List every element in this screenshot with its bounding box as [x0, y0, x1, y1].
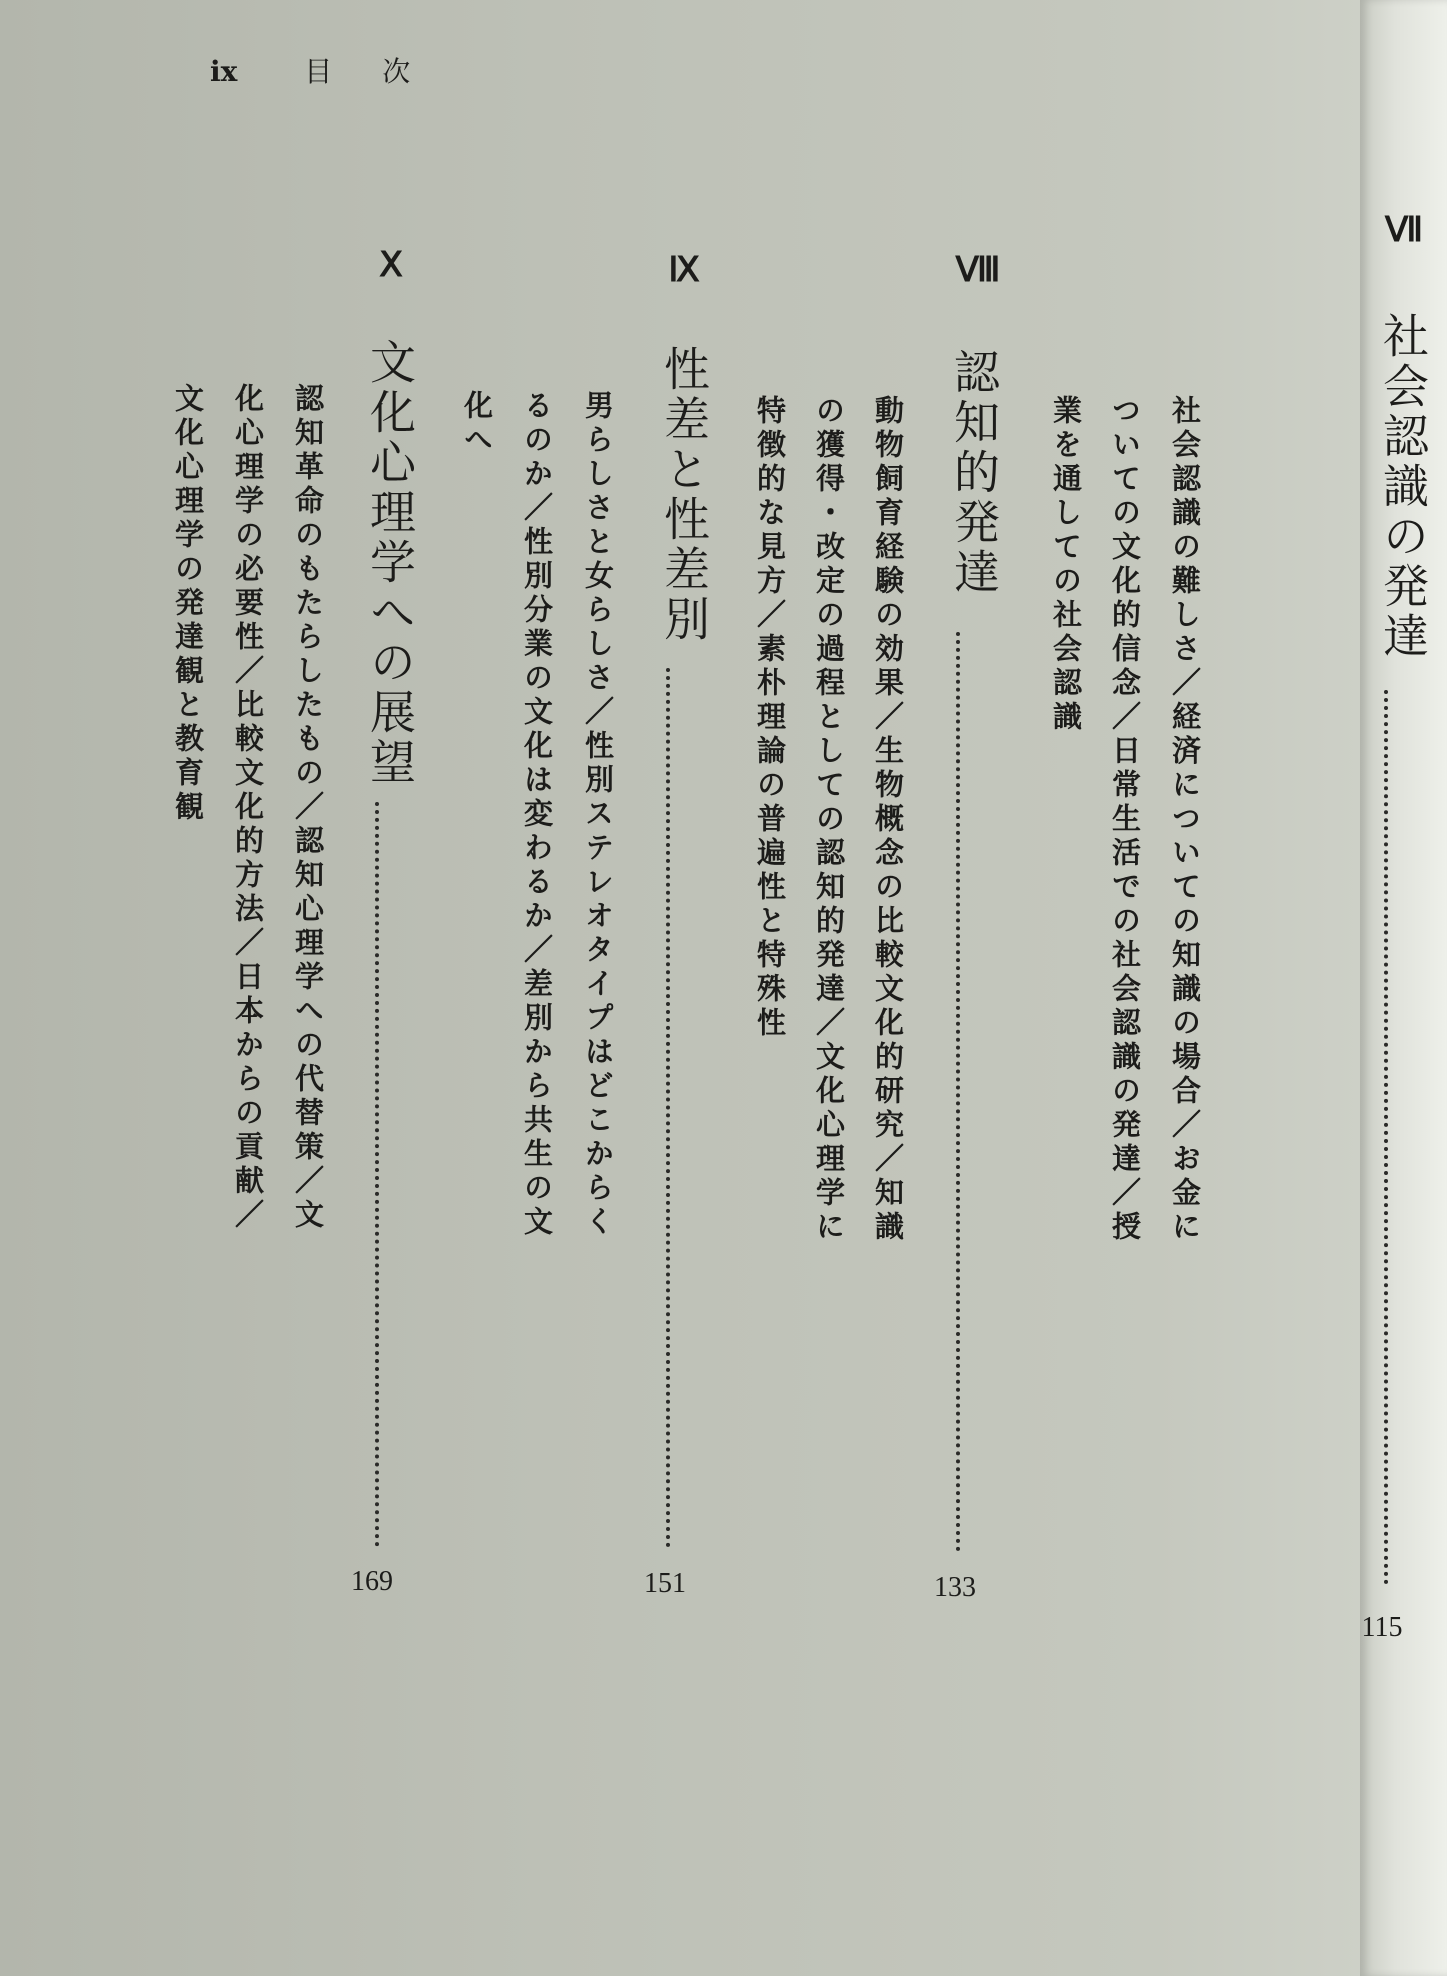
- chapter-7-section-line-2: ついての文化的信念／日常生活での社会認識の発達／授: [1108, 395, 1142, 1245]
- chapter-8-section-line-2: の獲得・改定の過程としての認知的発達／文化心理学に: [812, 395, 846, 1245]
- chapter-10-numeral: Ⅹ: [379, 247, 403, 284]
- running-header: [210, 50, 460, 90]
- chapter-9-leader-dots: [666, 668, 670, 1548]
- chapter-8-leader-dots: [956, 632, 960, 1552]
- chapter-9-page: 151: [644, 1568, 686, 1599]
- header-title: 目次: [304, 55, 461, 88]
- folio: ix: [210, 55, 238, 88]
- chapter-10-section-line-3: 文化心理学の発達観と教育観: [171, 383, 205, 825]
- chapter-7-numeral: Ⅶ: [1384, 212, 1424, 249]
- chapter-8-section-line-1: 動物飼育経験の効果／生物概念の比較文化的研究／知識: [871, 395, 905, 1245]
- chapter-10-leader-dots: [375, 802, 379, 1547]
- chapter-10-section-line-2: 化心理学の必要性／比較文化的方法／日本からの貢献／: [231, 383, 265, 1233]
- chapter-8-section-line-3: 特徴的な見方／素朴理論の普遍性と特殊性: [753, 395, 787, 1041]
- chapter-10-title: 文化心理学への展望: [363, 338, 417, 788]
- chapter-7-section-line-1: 社会認識の難しさ／経済についての知識の場合／お金に: [1168, 395, 1202, 1245]
- chapter-10-page: 169: [351, 1566, 393, 1597]
- adjacent-page-edge: [1360, 0, 1447, 1976]
- chapter-9-section-line-1: 男らしさと女らしさ／性別ステレオタイプはどこからく: [581, 390, 615, 1240]
- chapter-10-section-line-1: 認知革命のもたらしたもの／認知心理学への代替策／文: [291, 383, 325, 1233]
- chapter-7-title: 社会認識の発達: [1376, 312, 1430, 662]
- chapter-7-leader-dots: [1384, 690, 1388, 1585]
- chapter-9-section-line-3: 化へ: [460, 390, 494, 458]
- chapter-9-section-line-2: るのか／性別分業の文化は変わるか／差別から共生の文: [520, 390, 554, 1240]
- chapter-9-title: 性差と性差別: [657, 345, 711, 645]
- chapter-7-page: 115: [1361, 1612, 1403, 1643]
- chapter-7-section-line-3: 業を通しての社会認識: [1049, 395, 1083, 735]
- chapter-8-page: 133: [934, 1572, 976, 1603]
- chapter-8-title: 認知的発達: [947, 348, 1001, 598]
- chapter-8-numeral: Ⅷ: [955, 252, 1001, 289]
- chapter-9-numeral: Ⅸ: [668, 252, 700, 289]
